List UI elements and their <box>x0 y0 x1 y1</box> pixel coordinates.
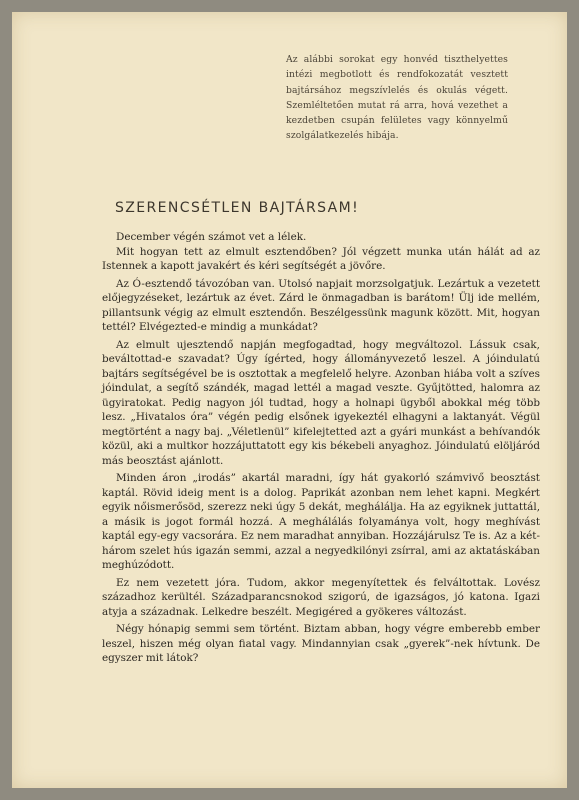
document-page <box>12 12 567 788</box>
paragraph-1: December végén számot vet a lélek. <box>116 231 307 243</box>
letter-title: SZERENCSÉTLEN BAJTÁRSAM! <box>115 200 360 216</box>
paragraph-7: Négy hónapig semmi sem történt. Biztam abban, hogy végre emberebb ember leszel, hiszen még olyan fiatal vagy. Mindannyian csak „gyerek”-nek hívtunk. De egyszer mit látok? <box>102 623 540 664</box>
intro-note: Az alábbi sorokat egy honvéd tiszthelyettes intézi megbotlott és rendfokozatát vesztett bajtársához megszívlelés és okulás végett. Szemléltetően mutat rá arra, hová vezethet a kezdetben csupán felületes vagy könnyelmű szolgálatkezelés hibája. <box>286 54 508 142</box>
paragraph-4: Az elmult ujesztendő napján megfogadtad, hogy megváltozol. Lássuk csak, beváltottad-e szavadat? Úgy ígérted, hogy állományvezető leszel. A jóindulatú bajtárs segítségével be is osztottak a megfelelő helyre. Azonban hiába volt a szíves jóindulat, a segítő szándék, magad lettél a magad veszte. Gyűjtötted, halomra az ügyiratokat. Pedig nagyon jól tudtad, hogy a holnapi ügyből abokkal még több lesz. „Hivatalos óra” végén pedig elsőnek igyekeztél elhagyni a laktanyát. Végül megtörtént a nagy baj. „Véletlenül” kifelejtetted azt a gyári munkást a behívandók közül, aki a multkor hozzájuttatott egy kis békebeli anyaghoz. Jóindulatú elöljáród más beosztást ajánlott. <box>102 338 540 467</box>
paragraph-6: Ez nem vezetett jóra. Tudom, akkor megenyítettek és felváltottak. Lovész századhoz kerültél. Századparancsnokod szigorú, de igazságos, jó katona. Igazi atyja a századnak. Lelkedre beszélt. Megigéred a gyökeres változást. <box>102 576 540 618</box>
letter-body <box>102 230 540 668</box>
paragraph-5: Minden áron „irodás” akartál maradni, így hát gyakorló számvivő beosztást kaptál. Rövid ideig ment is a dolog. Paprikát azonban nem lehet kapni. Megkért egyik nőismerősöd, szerezz neki úgy 5 dekát, meghálálja. Ha az egyiknek juttattál, a másik is jogot formál hozzá. A meghálálás folyamánya volt, hogy meghívást kaptál egy-egy vacsorára. Ez nem maradhat annyiban. Hozzájárulsz Te is. Az a két-három szelet hús igazán semmi, azzal a negyedkilónyi zsírral, ami az aktatáskában meghúzódott. <box>102 472 540 571</box>
paragraph-2: Mit hogyan tett az elmult esztendőben? Jól végzett munka után hálát ad az Istennek a kapott javakért és kéri segítségét a jövőre. <box>102 245 540 272</box>
paragraph-3: Az Ó-esztendő távozóban van. Utolsó napjait morzsolgatjuk. Lezártuk a vezetett előjegyzéseket, lezártuk az évet. Zárd le önmagadban is barátom! Ülj ide mellém, pillantsunk végig az elmult esztendőn. Beszélgessünk magunk között. Mit, hogyan tettél? Elvégezted-e mindig a munkádat? <box>102 277 540 333</box>
